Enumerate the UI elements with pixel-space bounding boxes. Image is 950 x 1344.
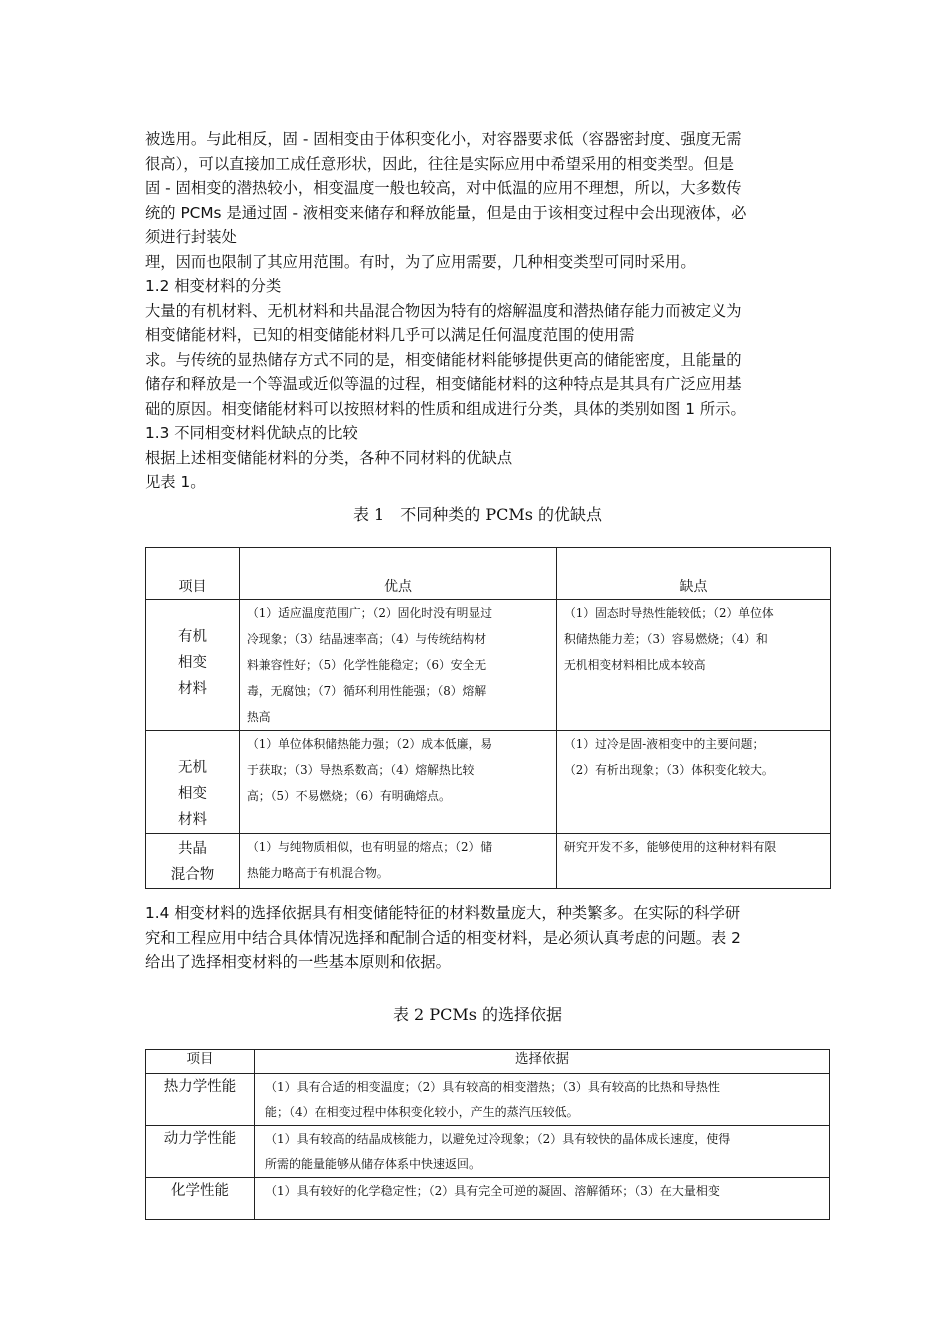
basis-cell: （1）具有较高的结晶成核能力，以避免过冷现象；（2）具有较快的晶体成长速度，使得 所需的能量能够从储存体系中快速返回。 [255,1126,830,1178]
selection-paragraph [145,901,810,975]
text-line: 很高），可以直接加工成任意形状，因此，往往是实际应用中希望采用的相变类型。但是 [145,154,734,173]
cons-cell: 研究开发不多，能够使用的这种材料有限 [557,834,831,889]
text-line: 给出了选择相变材料的一些基本原则和依据。 [145,953,451,971]
section-heading-1-2: 1.2 相变材料的分类 [145,277,282,295]
row-label: 共晶 混合物 [146,834,240,889]
table1-caption: 表 1 不同种类的 PCMs 的优缺点 [352,505,603,524]
text-line: 相变储能材料，已知的相变储能材料几乎可以满足任何温度范围的使用需 [145,326,635,344]
text-line: 1.4 相变材料的选择依据具有相变储能特征的材料数量庞大，种类繁多。在实际的科学研 [145,904,741,922]
table-row [146,731,831,834]
table-row [146,834,831,889]
basis-cell: （1）具有合适的相变温度；（2）具有较高的相变潜热；（3）具有较高的比热和导热性 能；（4）在相变过程中体积变化较小，产生的蒸汽压较低。 [255,1074,830,1126]
table-row [146,1178,830,1220]
row-label: 化学性能 [146,1178,255,1220]
table2 [145,1049,830,1220]
header-item: 项目 [146,548,240,600]
table-row [146,1074,830,1126]
row-label: 动力学性能 [146,1126,255,1178]
table-row [146,600,831,731]
intro-paragraph [145,127,810,495]
basis-cell: （1）具有较好的化学稳定性；（2）具有完全可逆的凝固、溶解循环；（3）在大量相变 [255,1178,830,1220]
pros-cell: （1）与纯物质相似，也有明显的熔点；（2）储 热能力略高于有机混合物。 [240,834,557,889]
row-label: 无机 相变 材料 [146,731,240,834]
table1 [145,547,831,889]
text-line: 固 - 固相变的潜热较小，相变温度一般也较高，对中低温的应用不理想，所以，大多数传 [145,179,742,197]
table-header-row [146,548,831,600]
table-header-row [146,1050,830,1074]
row-label: 有机 相变 材料 [146,600,240,731]
header-basis: 选择依据 [255,1050,830,1074]
pros-cell: （1）单位体积储热能力强；（2）成本低廉，易 于获取；（3）导热系数高；（4）熔解热比较 高；（5）不易燃烧；（6）有明确熔点。 [240,731,557,834]
text-line: 须进行封装处 [145,228,237,246]
text-line: 究和工程应用中结合具体情况选择和配制合适的相变材料，是必须认真考虑的问题。表 2 [145,928,741,947]
header-pros: 优点 [240,548,557,600]
header-cons: 缺点 [557,548,831,600]
header-item: 项目 [146,1050,255,1074]
table2-caption: 表 2 PCMs 的选择依据 [392,1005,563,1024]
pros-cell: （1）适应温度范围广；（2）固化时没有明显过 冷现象；（3）结晶速率高；（4）与传统结构材 料兼容性好；（5）化学性能稳定；（6）安全无 毒，无腐蚀；（7）循环利用性能强；（8）熔解 热高 [240,600,557,731]
text-line: 础的原因。相变储能材料可以按照材料的性质和组成进行分类，具体的类别如图 1 所示。 [145,399,746,418]
text-line: 理，因而也限制了其应用范围。有时，为了应用需要，几种相变类型可同时采用。 [145,252,696,271]
text-line: 大量的有机材料、无机材料和共晶混合物因为特有的熔解温度和潜热储存能力而被定义为 [145,301,742,320]
cons-cell: （1）过冷是固-液相变中的主要问题； （2）有析出现象；（3）体积变化较大。 [557,731,831,834]
text-line: 储存和释放是一个等温或近似等温的过程，相变储能材料的这种特点是其具有广泛应用基 [145,375,742,393]
table-row [146,1126,830,1178]
text-line: 根据上述相变储能材料的分类，各种不同材料的优缺点 [145,448,513,467]
text-line: 被选用。与此相反，固 - 固相变由于体积变化小，对容器要求低（容器密封度、强度无需 [145,130,742,148]
text-line: 统的 PCMs 是通过固 - 液相变来储存和释放能量，但是由于该相变过程中会出现液体，必 [145,203,747,222]
text-line: 见表 1。 [145,473,206,491]
cons-cell: （1）固态时导热性能较低；（2）单位体 积储热能力差；（3）容易燃烧；（4）和 无机相变材料相比成本较高 [557,600,831,731]
section-heading-1-3: 1.3 不同相变材料优缺点的比较 [145,424,358,442]
text-line: 求。与传统的显热储存方式不同的是，相变储能材料能够提供更高的储能密度，且能量的 [145,350,742,369]
row-label: 热力学性能 [146,1074,255,1126]
